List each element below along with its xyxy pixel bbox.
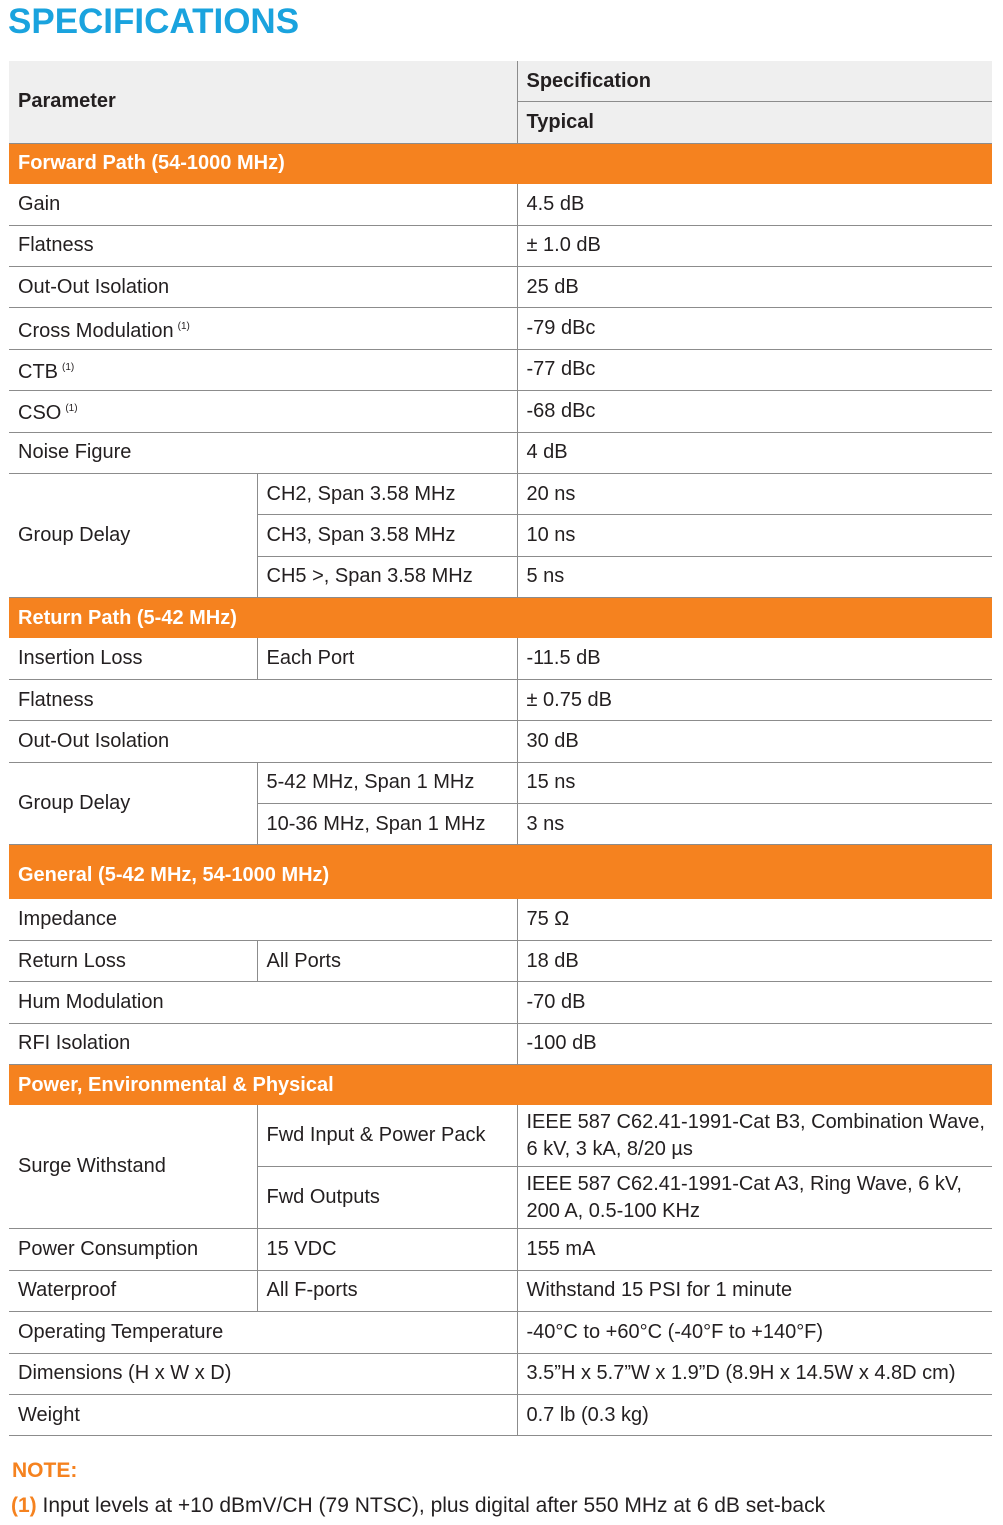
- value-cell: IEEE 587 C62.41-1991-Cat B3, Combination Wave, 6 kV, 3 kA, 8/20 µs: [517, 1105, 992, 1167]
- section-title: Power, Environmental & Physical: [9, 1064, 992, 1105]
- value-cell: 4 dB: [517, 432, 992, 473]
- section-title: Return Path (5-42 MHz): [9, 598, 992, 639]
- table-row: [9, 1229, 992, 1270]
- value-cell: Withstand 15 PSI for 1 minute: [517, 1270, 992, 1311]
- footnote-number: (1): [11, 1494, 37, 1517]
- section-header: [9, 143, 992, 184]
- param-cell: Weight: [9, 1394, 517, 1435]
- param-cell: RFI Isolation: [9, 1023, 517, 1064]
- param-cell: Out-Out Isolation: [9, 721, 517, 762]
- param-label: CTB: [18, 360, 58, 383]
- condition-cell: 15 VDC: [257, 1229, 517, 1270]
- section-header: [9, 1064, 992, 1105]
- param-cell: Group Delay: [9, 762, 257, 845]
- condition-cell: CH3, Span 3.58 MHz: [257, 515, 517, 556]
- value-cell: IEEE 587 C62.41-1991-Cat A3, Ring Wave, 6 kV, 200 A, 0.5-100 KHz: [517, 1167, 992, 1229]
- table-row: [9, 225, 992, 266]
- value-cell: 10 ns: [517, 515, 992, 556]
- table-row: [9, 982, 992, 1023]
- param-cell: Operating Temperature: [9, 1312, 517, 1353]
- param-label: CSO: [18, 402, 62, 425]
- param-cell: Gain: [9, 184, 517, 225]
- value-cell: -11.5 dB: [517, 638, 992, 679]
- param-cell: [9, 391, 517, 432]
- condition-cell: CH5 >, Span 3.58 MHz: [257, 556, 517, 597]
- value-cell: 3.5”H x 5.7”W x 1.9”D (8.9H x 14.5W x 4.8D cm): [517, 1353, 992, 1394]
- table-row: [9, 473, 992, 514]
- table-row: [9, 762, 992, 803]
- table-row: [9, 1353, 992, 1394]
- value-cell: 3 ns: [517, 804, 992, 845]
- condition-cell: Each Port: [257, 638, 517, 679]
- condition-cell: Fwd Outputs: [257, 1167, 517, 1229]
- param-cell: [9, 349, 517, 390]
- param-cell: Flatness: [9, 679, 517, 720]
- table-row: [9, 1270, 992, 1311]
- param-cell: Flatness: [9, 225, 517, 266]
- footnote-ref: (1): [177, 320, 190, 332]
- header-parameter: Parameter: [9, 61, 517, 143]
- param-label: Cross Modulation: [18, 319, 174, 342]
- table-row: [9, 721, 992, 762]
- table-row: [9, 940, 992, 981]
- value-cell: 20 ns: [517, 473, 992, 514]
- param-cell: Power Consumption: [9, 1229, 257, 1270]
- table-row: [9, 308, 992, 349]
- footnote-text: Input levels at +10 dBmV/CH (79 NTSC), plus digital after 550 MHz at 6 dB set-back: [36, 1494, 826, 1517]
- table-row: [9, 1105, 992, 1167]
- table-row: [9, 1394, 992, 1435]
- param-cell: Surge Withstand: [9, 1105, 257, 1229]
- condition-cell: Fwd Input & Power Pack: [257, 1105, 517, 1167]
- value-cell: 30 dB: [517, 721, 992, 762]
- value-cell: 15 ns: [517, 762, 992, 803]
- footnote: [11, 1494, 825, 1518]
- specifications-table: [9, 61, 992, 1436]
- value-cell: 0.7 lb (0.3 kg): [517, 1394, 992, 1435]
- table-row: [9, 184, 992, 225]
- value-cell: 25 dB: [517, 266, 992, 307]
- value-cell: -77 dBc: [517, 349, 992, 390]
- value-cell: ± 0.75 dB: [517, 679, 992, 720]
- condition-cell: 5-42 MHz, Span 1 MHz: [257, 762, 517, 803]
- footnote-ref: (1): [62, 361, 75, 373]
- page-title: SPECIFICATIONS: [8, 2, 300, 41]
- condition-cell: All Ports: [257, 940, 517, 981]
- value-cell: -40°C to +60°C (-40°F to +140°F): [517, 1312, 992, 1353]
- param-cell: Hum Modulation: [9, 982, 517, 1023]
- param-cell: Waterproof: [9, 1270, 257, 1311]
- header-specification: Specification: [517, 61, 992, 102]
- section-header: [9, 845, 992, 900]
- value-cell: -70 dB: [517, 982, 992, 1023]
- param-cell: Dimensions (H x W x D): [9, 1353, 517, 1394]
- value-cell: 4.5 dB: [517, 184, 992, 225]
- table-row: [9, 391, 992, 432]
- note-label: NOTE:: [12, 1459, 78, 1482]
- table-row: [9, 679, 992, 720]
- section-title: Forward Path (54-1000 MHz): [9, 143, 992, 184]
- condition-cell: All F-ports: [257, 1270, 517, 1311]
- footnote-ref: (1): [65, 403, 78, 415]
- param-cell: Insertion Loss: [9, 638, 257, 679]
- table-row: [9, 1312, 992, 1353]
- param-cell: Return Loss: [9, 940, 257, 981]
- condition-cell: 10-36 MHz, Span 1 MHz: [257, 804, 517, 845]
- value-cell: -68 dBc: [517, 391, 992, 432]
- table-row: [9, 1023, 992, 1064]
- param-cell: Impedance: [9, 899, 517, 940]
- value-cell: 75 Ω: [517, 899, 992, 940]
- header-typical: Typical: [517, 102, 992, 143]
- table-row: [9, 266, 992, 307]
- table-row: [9, 638, 992, 679]
- value-cell: 155 mA: [517, 1229, 992, 1270]
- section-title: General (5-42 MHz, 54-1000 MHz): [9, 845, 992, 900]
- value-cell: ± 1.0 dB: [517, 225, 992, 266]
- param-cell: Group Delay: [9, 473, 257, 597]
- table-row: [9, 899, 992, 940]
- value-cell: 18 dB: [517, 940, 992, 981]
- param-cell: Out-Out Isolation: [9, 266, 517, 307]
- table-row: [9, 432, 992, 473]
- value-cell: -79 dBc: [517, 308, 992, 349]
- header-row: [9, 61, 992, 102]
- value-cell: 5 ns: [517, 556, 992, 597]
- value-cell: -100 dB: [517, 1023, 992, 1064]
- param-cell: [9, 308, 517, 349]
- condition-cell: CH2, Span 3.58 MHz: [257, 473, 517, 514]
- table-row: [9, 349, 992, 390]
- param-cell: Noise Figure: [9, 432, 517, 473]
- section-header: [9, 598, 992, 639]
